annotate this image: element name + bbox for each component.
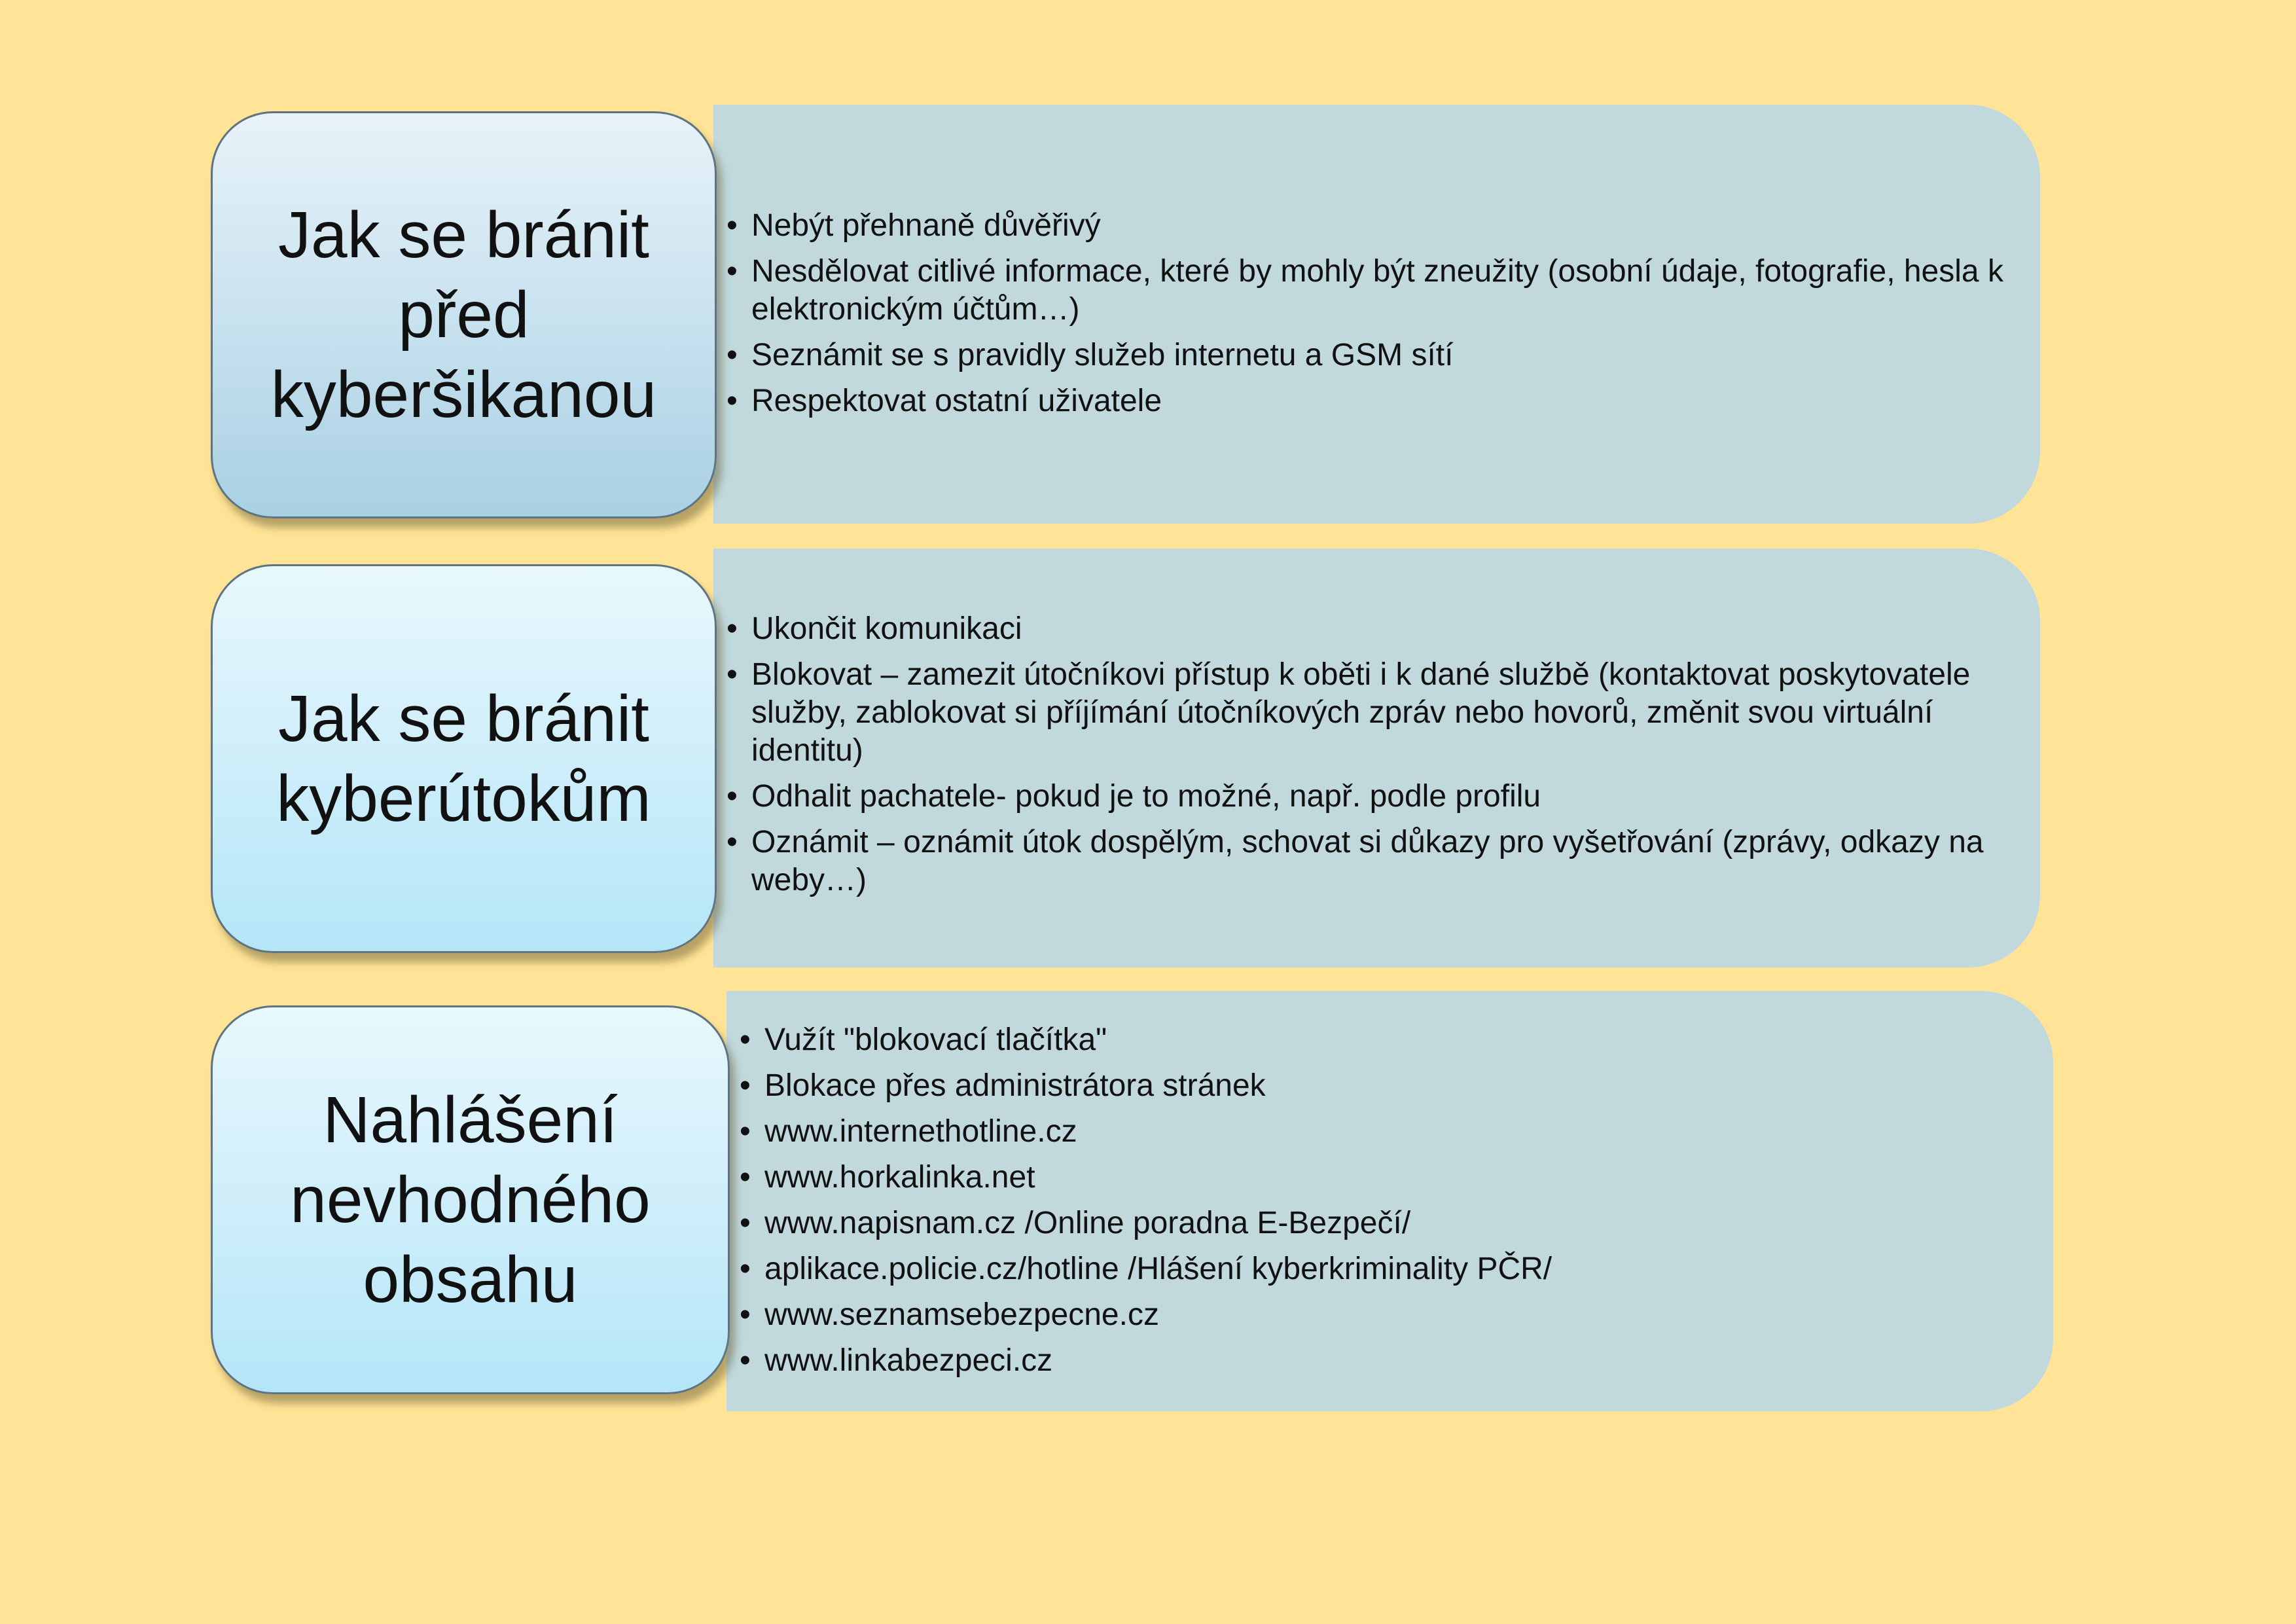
list-item: • Odhalit pachatele- pokud je to možné, např. podle profilu [726, 778, 2022, 816]
list-item: • www.horkalinka.net [740, 1159, 2022, 1197]
list-item: • Respektovat ostatní uživatele [726, 382, 2009, 420]
list-item: • www.seznamsebezpecne.cz [740, 1296, 2022, 1334]
list-item: • www.napisnam.cz /Online poradna E-Bezpečí/ [740, 1204, 2022, 1242]
section-1-title: Jak se bránit před kyberšikanou [270, 198, 657, 431]
list-item: • www.linkabezpeci.cz [740, 1342, 2022, 1380]
list-item: • Vužít "blokovací tlačítka" [740, 1021, 2022, 1059]
list-item: • Blokovat – zamezit útočníkovi přístup k oběti i k dané službě (kontaktovat poskytovatele služby, zablokovat si příjímání útočníkových zpráv nebo hovorů, změnit svou virtuální identitu) [726, 656, 2022, 770]
list-item: • Nesdělovat citlivé informace, které by mohly být zneužity (osobní údaje, fotografie, hesla k elektronickým účtům…) [726, 253, 2009, 329]
section-2-list [726, 610, 2022, 907]
list-item: • www.internethotline.cz [740, 1113, 2022, 1151]
section-3-list [740, 1021, 2022, 1388]
section-3-title-box [211, 1005, 730, 1394]
section-2-title: Jak se bránit kyberútokům [276, 682, 651, 835]
list-item: • Nebýt přehnaně důvěřivý [726, 207, 2009, 245]
list-item: • Ukončit komunikaci [726, 610, 2022, 648]
list-item: • Blokace přes administrátora stránek [740, 1067, 2022, 1105]
section-1-title-box [211, 111, 717, 518]
list-item: • aplikace.policie.cz/hotline /Hlášení kyberkriminality PČR/ [740, 1250, 2022, 1288]
section-3-title: Nahlášení nevhodného obsahu [290, 1083, 651, 1316]
list-item: • Oznámit – oznámit útok dospělým, schovat si důkazy pro vyšetřování (zprávy, odkazy na weby…) [726, 823, 2022, 899]
section-1-list [726, 207, 2009, 428]
section-2-title-box [211, 564, 717, 953]
list-item: • Seznámit se s pravidly služeb internetu a GSM sítí [726, 336, 2009, 374]
